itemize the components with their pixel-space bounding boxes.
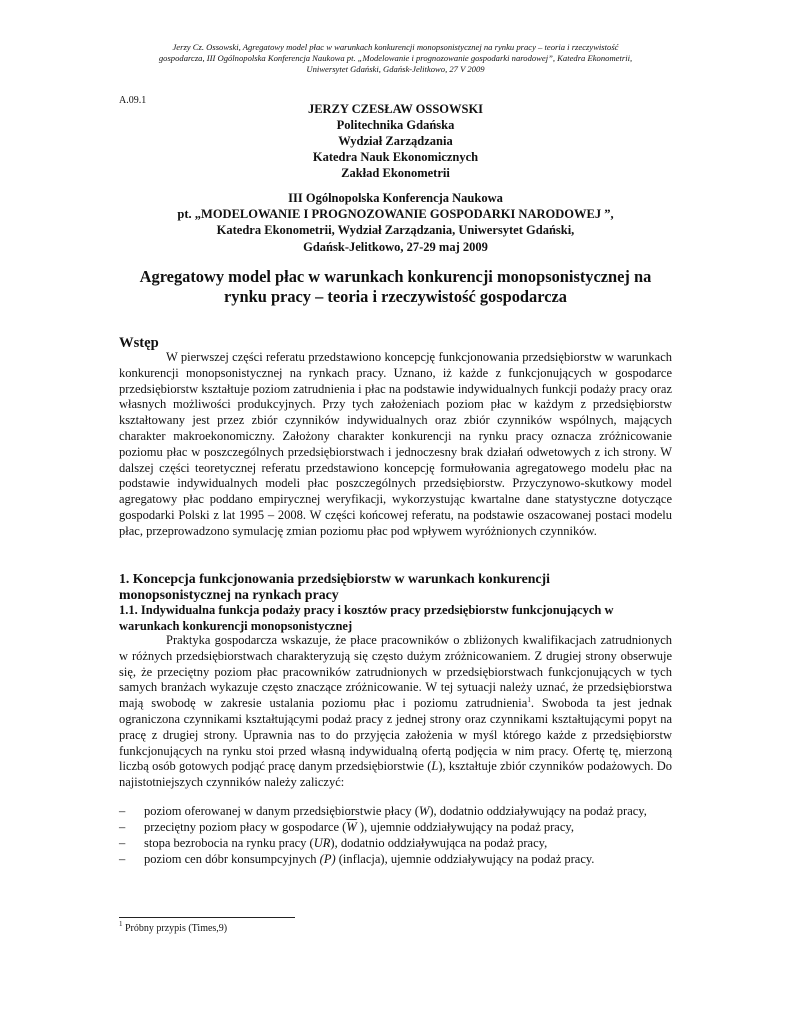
dash-bullet: – — [119, 804, 126, 818]
item-text: (inflacja), ujemnie oddziaływujący na podaż pracy. — [335, 851, 595, 866]
item-text: ), dodatnio oddziaływujący na podaż pracy, — [429, 804, 647, 818]
header-line: Uniwersytet Gdański, Gdańsk-Jelitkowo, 27 V 2009 — [306, 64, 485, 75]
running-header — [100, 42, 691, 76]
list-item — [119, 820, 672, 836]
dash-bullet: – — [119, 851, 126, 866]
dash-bullet: – — [119, 835, 126, 850]
section-heading-line: monopsonistycznej na rynkach pracy — [119, 587, 339, 603]
conference-block — [119, 190, 672, 255]
intro-heading: Wstęp — [119, 335, 159, 351]
conference-line: pt. „MODELOWANIE I PROGNOZOWANIE GOSPODARKI NARODOWEJ ”, — [177, 207, 614, 222]
author-block — [119, 101, 672, 181]
item-text: poziom cen dóbr konsumpcyjnych — [144, 851, 320, 866]
title-line: Agregatowy model płac w warunkach konkurencji monopsonistycznej na — [139, 267, 652, 286]
conference-line: III Ogólnopolska Konferencja Naukowa — [288, 191, 503, 205]
intro-paragraph: W pierwszej części referatu przedstawiono koncepcję funkcjonowania przedsiębiorstw w warunkach konkurencji monopsonistycznej na rynkach pracy. Uznano, iż każde z funkcjonujących w gospodarce przedsiębiorstw kształtuje poziom zatrudnienia i płac na podstawie indywidualnych funkcji podaży pracy oraz własnych możliwości produkcyjnych. Przy tych założeniach poziom płac w każdym z przedsiębiorstw kształtowany jest przez zbiór czynników indywidualnych oraz zbiór czynników wspólnych, mających charakter makroekonomiczny. Założony charakter konkurencji na rynku pracy oznacza zróżnicowanie poziomu płac w poszczególnych przedsiębiorstwach i jednoczesny brak działań odwetowych z ich strony. W dalszej części teoretycznej referatu przedstawiono koncepcję formułowania agregatowego modelu płac na podstawie indywidualnych modeli płac poszczególnych przedsiębiorstw. Przyczynowo-skutkowy model agregatowy płac poddano empirycznej weryfikacji, wykorzystując kwartalne dane statystyczne dotyczące gospodarki Polski z lat 1995 – 2008. W części końcowej referatu, na podstawie oszacowanej postaci modelu płac, przeprowadzono symulację zmian poziomu płac pod wpływem wyróżnionych czynników. — [119, 350, 672, 538]
footnote — [119, 920, 228, 934]
item-text: stopa bezrobocia na rynku pracy ( — [144, 835, 314, 850]
affiliation-line: Katedra Nauk Ekonomicznych — [312, 150, 479, 164]
paragraph-text: Praktyka gospodarcza wskazuje, że płace pracowników o zbliżonych kwalifikacjach zatrudnionych w różnych przedsiębiorstwach charakteryzują się często dużym zróżnicowaniem. Z drugiej strony obserwuje się, że przeciętny poziom płac pracowników zatrudnionych w przedsiębiorstwach funkcjonujących w tych samych branżach wykazuje często znaczące zróżnicowanie. W tej sytuacji należy uznać, że przedsiębiorstwa mają swobodę w zakresie ustalania poziomu płac i poziomu zatrudnienia — [119, 633, 672, 711]
factor-list — [119, 804, 672, 868]
symbol-UR: UR — [313, 835, 331, 850]
list-item — [119, 852, 672, 868]
item-text: przeciętny poziom płacy w gospodarce ( — [144, 819, 347, 834]
conference-line: Katedra Ekonometrii, Wydział Zarządzania, Uniwersytet Gdański, — [216, 223, 575, 238]
symbol-W-bar: $\overline{W}$ — [346, 819, 357, 834]
paragraph-text: . Swoboda ta jest jednak ograniczona czynnikami kształtującymi podaż pracy z jednej strony oraz czynnikami kształtującymi popyt na pracę z drugiej strony. Uprawnia nas to do przyjęcia założenia w myśl którego każde z przedsiębiorstw funkcjonujących na rynku stoi przed własną indywidualną ofertą podjęcia w nim pracy. Ofertę tę, mierzoną liczbą osób gotowych podjąć pracę danym przedsiębiorstwie ( — [119, 696, 672, 774]
subsection-heading-line: 1.1. Indywidualna funkcja podaży pracy i kosztów pracy przedsiębiorstw funkcjonujących w — [119, 603, 614, 617]
symbol-L: L — [431, 759, 439, 774]
footnote-number: 1 — [119, 920, 123, 928]
subsection-heading-line: warunkach konkurencji monopsonistycznej — [119, 618, 353, 633]
paragraph-text: ), kształtuje zbiór czynników podażowych. Do najistotniejszych czynników należy zaliczyć: — [119, 759, 672, 790]
section-heading-line: 1. Koncepcja funkcjonowania przedsiębiorstw w warunkach konkurencji — [119, 571, 550, 586]
list-item — [119, 836, 672, 852]
paper-title — [119, 267, 672, 307]
section-paragraph — [119, 633, 672, 791]
item-text: ), dodatnio oddziaływująca na podaż pracy, — [330, 835, 548, 850]
footnote-divider — [119, 917, 295, 918]
list-item — [119, 804, 672, 820]
affiliation-line: Wydział Zarządzania — [338, 134, 453, 148]
title-line: rynku pracy – teoria i rzeczywistość gospodarcza — [224, 287, 567, 306]
item-text: ), ujemnie oddziaływujący na podaż pracy, — [356, 819, 574, 834]
header-line: Jerzy Cz. Ossowski, Agregatowy model płac w warunkach konkurencji monopsonistycznej na rynku pracy – teoria i rzeczywistość — [172, 42, 619, 52]
dash-bullet: – — [119, 819, 126, 834]
conference-line: Gdańsk-Jelitkowo, 27-29 maj 2009 — [303, 239, 488, 254]
document-id: A.09.1 — [119, 95, 147, 106]
section-heading — [119, 571, 672, 604]
footnote-marker[interactable]: 1 — [527, 696, 531, 705]
author-name: JERZY CZESŁAW OSSOWSKI — [307, 102, 484, 116]
footnote-text: Próbny przypis (Times,9) — [122, 923, 228, 934]
affiliation-line: Politechnika Gdańska — [336, 118, 455, 132]
header-line: gospodarcza, III Ogólnopolska Konferencja Naukowa pt. „Modelowanie i prognozowanie gospodarki narodowej”, Katedra Ekonometrii, — [158, 53, 633, 64]
symbol-P: (P) — [319, 851, 336, 866]
symbol-W: W — [418, 804, 430, 818]
affiliation-line: Zakład Ekonometrii — [341, 166, 450, 180]
item-text: poziom oferowanej w danym przedsiębiorstwie płacy ( — [144, 804, 419, 818]
subsection-heading — [119, 603, 672, 634]
